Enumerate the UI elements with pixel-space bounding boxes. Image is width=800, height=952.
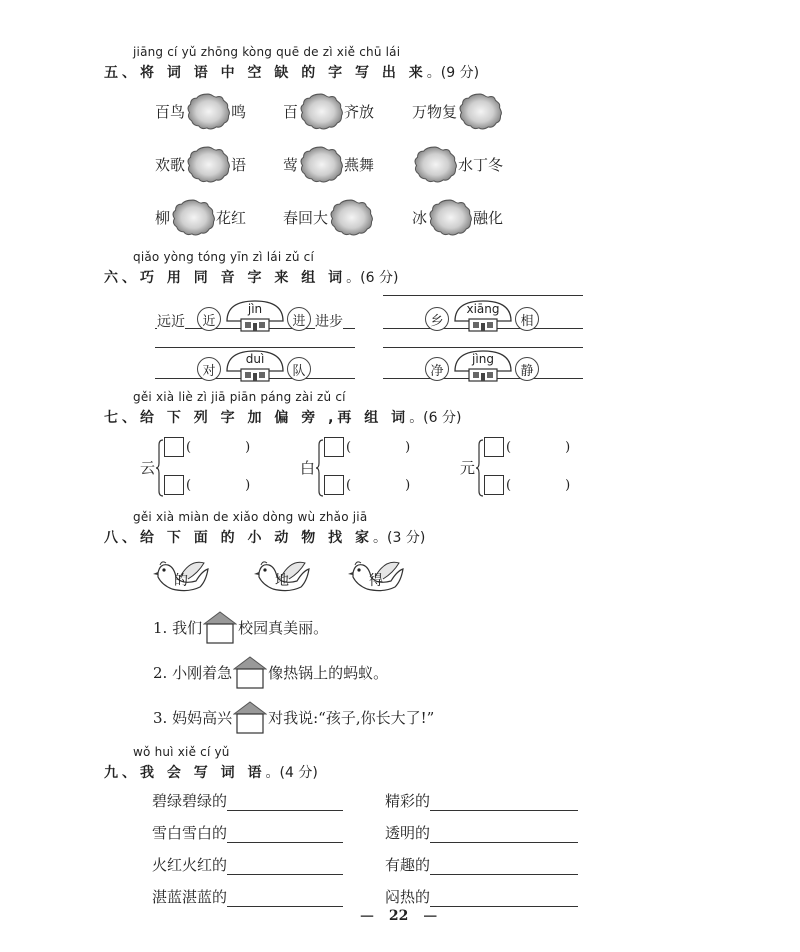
section7-char: 云 [140, 459, 156, 477]
section6-left-circle [425, 307, 449, 331]
section7-radical-box[interactable] [324, 475, 344, 495]
section9-pinyin: wǒ huì xiě cí yǔ [133, 745, 230, 759]
section6-top-rule [383, 295, 583, 296]
section5-pinyin: jiāng cí yǔ zhōng kòng quē de zì xiě chū lái [133, 45, 401, 59]
section9-left-word: 火红火红的 [152, 856, 228, 874]
flower-blank-icon[interactable] [185, 145, 231, 183]
section9-answer-line[interactable] [430, 890, 578, 907]
section5-item-before: 百鸟 [155, 102, 186, 121]
section7-group [140, 437, 270, 497]
sentence-after: 对我说:“孩子,你长大了!” [268, 709, 435, 727]
section9-score: 。(4 分) [265, 765, 318, 781]
bird-label: 地 [275, 573, 289, 589]
section7-row [324, 475, 410, 495]
flower-blank-icon[interactable] [427, 198, 473, 236]
section6-right-circle [515, 357, 539, 381]
section8-pinyin: gěi xià miàn de xiǎo dòng wù zhǎo jiā [133, 510, 368, 524]
house-blank-icon[interactable] [233, 700, 267, 734]
section6-right-char: 相 [520, 313, 534, 329]
section6-title-text: 六、巧 用 同 音 字 来 组 词 [104, 270, 347, 286]
bird-icon [253, 555, 313, 595]
section6-group [155, 295, 355, 339]
house-blank-icon[interactable] [233, 655, 267, 689]
section6-left-circle [197, 307, 221, 331]
section6-score: 。(6 分) [346, 270, 399, 286]
section7-paren-close: ) [565, 439, 571, 455]
section5-item-before: 百 [283, 102, 299, 121]
sentence-before: 3. 妈妈高兴 [153, 709, 233, 727]
section7-paren-open: ( [346, 439, 352, 455]
sentence-before: 1. 我们 [153, 619, 203, 637]
section7-char: 元 [460, 459, 476, 477]
section6-right-word: 进步 [315, 311, 343, 331]
section5-item-after: 齐放 [344, 102, 375, 121]
section5-item-after: 语 [231, 155, 247, 174]
section9-title [104, 762, 318, 782]
section5-item-after: 燕舞 [344, 155, 375, 174]
section5-item [283, 198, 374, 236]
section9-left-word: 碧绿碧绿的 [152, 792, 228, 810]
section9-answer-line[interactable] [430, 826, 578, 843]
section5-item [155, 92, 246, 130]
section8-sentence [153, 610, 328, 644]
section6-group [383, 345, 583, 389]
section8-score: 。(3 分) [373, 530, 426, 546]
section6-right-char: 进 [292, 313, 306, 329]
section7-brace-icon [156, 439, 164, 497]
section6-left-circle [197, 357, 221, 381]
section7-char: 白 [300, 459, 316, 477]
section5-item [283, 92, 374, 130]
section7-paren-close: ) [405, 477, 411, 493]
section9-answer-line[interactable] [430, 858, 578, 875]
section7-paren-open: ( [506, 439, 512, 455]
section8-title-text: 八、给 下 面 的 小 动 物 找 家 [104, 530, 373, 546]
section8-sentence [153, 655, 388, 689]
section5-item-before: 柳 [155, 208, 171, 227]
section5-item-before: 冰 [412, 208, 428, 227]
section6-left-circle [425, 357, 449, 381]
section5-item [155, 145, 246, 183]
section5-item-after: 融化 [473, 208, 504, 227]
section6-right-circle [515, 307, 539, 331]
bird-icon [152, 555, 212, 595]
section5-item [412, 92, 503, 130]
section9-answer-line[interactable] [227, 858, 343, 875]
section8-sentence [153, 700, 434, 734]
section9-left-item [152, 854, 343, 875]
bird-label: 的 [174, 573, 188, 589]
section6-pinyin-label: duì [245, 352, 265, 366]
flower-blank-icon[interactable] [328, 198, 374, 236]
bird-icon [347, 555, 407, 595]
section6-pinyin: qiǎo yòng tóng yīn zì lái zǔ cí [133, 250, 315, 264]
section9-left-item [152, 886, 343, 907]
section9-right-word: 精彩的 [385, 792, 431, 810]
section6-right-char: 静 [520, 363, 534, 379]
section6-pinyin-label: jìn [247, 302, 263, 316]
section9-answer-line[interactable] [227, 826, 343, 843]
bird-label: 得 [369, 573, 383, 589]
section9-left-word: 湛蓝湛蓝的 [152, 888, 228, 906]
section7-radical-box[interactable] [324, 437, 344, 457]
section9-left-word: 雪白雪白的 [152, 824, 228, 842]
section6-left-word: 远近 [157, 311, 185, 331]
section7-row [484, 475, 570, 495]
section7-paren-close: ) [565, 477, 571, 493]
section7-score: 。(6 分) [409, 410, 462, 426]
page-number: 22 [388, 908, 409, 924]
section9-left-item [152, 790, 343, 811]
section7-row [484, 437, 570, 457]
flower-blank-icon[interactable] [412, 145, 458, 183]
section6-left-char: 对 [202, 363, 216, 379]
section8-title [104, 527, 425, 547]
section7-paren-close: ) [245, 477, 251, 493]
section7-brace-icon [316, 439, 324, 497]
section9-answer-line[interactable] [227, 890, 343, 907]
section9-answer-line[interactable] [227, 794, 343, 811]
section7-row [324, 437, 410, 457]
section9-answer-line[interactable] [430, 794, 578, 811]
section7-paren-close: ) [405, 439, 411, 455]
section5-item [155, 198, 246, 236]
section7-row [164, 437, 250, 457]
flower-blank-icon[interactable] [185, 92, 231, 130]
section6-left-char: 乡 [430, 313, 444, 329]
section9-right-item [385, 790, 578, 811]
flower-blank-icon[interactable] [298, 145, 344, 183]
section7-group [300, 437, 430, 497]
section5-title-text: 五、将 词 语 中 空 缺 的 字 写 出 来 [104, 65, 427, 81]
section6-group [383, 295, 583, 339]
section7-pinyin: gěi xià liè zì jiā piān páng zài zǔ cí [133, 390, 346, 404]
section9-right-word: 透明的 [385, 824, 431, 842]
section7-paren-open: ( [186, 439, 192, 455]
section6-pinyin-label: xiāng [466, 302, 500, 316]
section6-right-circle [287, 307, 311, 331]
section5-item [412, 145, 503, 183]
section9-right-item [385, 854, 578, 875]
flower-blank-icon[interactable] [457, 92, 503, 130]
section5-item-after: 水丁冬 [458, 155, 504, 174]
section5-item [412, 198, 503, 236]
section5-item-after: 花红 [216, 208, 247, 227]
section5-item [283, 145, 374, 183]
sentence-after: 像热锅上的蚂蚁。 [268, 664, 389, 682]
section5-score: 。(9 分) [426, 65, 480, 81]
section6-right-circle [287, 357, 311, 381]
section6-left-char: 净 [430, 363, 444, 379]
section9-right-item [385, 886, 578, 907]
section7-group [460, 437, 590, 497]
section9-left-item [152, 822, 343, 843]
section9-title-text: 九、我 会 写 词 语 [104, 765, 266, 781]
section7-title-text: 七、给 下 列 字 加 偏 旁 ,再 组 词 [104, 410, 410, 426]
section6-group [155, 345, 355, 389]
flower-blank-icon[interactable] [170, 198, 216, 236]
section5-item-before: 春回大 [283, 208, 329, 227]
sentence-after: 校园真美丽。 [238, 619, 329, 637]
section7-brace-icon [476, 439, 484, 497]
section6-left-char: 近 [202, 313, 216, 329]
section6-pinyin-label: jìng [472, 352, 494, 366]
section5-title [104, 62, 479, 82]
section7-radical-box[interactable] [484, 437, 504, 457]
sentence-before: 2. 小刚着急 [153, 664, 233, 682]
section7-paren-open: ( [506, 477, 512, 493]
section7-radical-box[interactable] [484, 475, 504, 495]
page-footer: — 22 — [360, 908, 438, 924]
section7-paren-open: ( [346, 477, 352, 493]
section9-right-word: 有趣的 [385, 856, 431, 874]
section6-title [104, 267, 398, 287]
section9-right-word: 闷热的 [385, 888, 431, 906]
section7-paren-open: ( [186, 477, 192, 493]
section7-row [164, 475, 250, 495]
section5-item-before: 万物复 [412, 102, 458, 121]
section5-item-before: 欢歌 [155, 155, 186, 174]
section7-radical-box[interactable] [164, 475, 184, 495]
section6-right-char: 队 [292, 363, 306, 379]
section7-paren-close: ) [245, 439, 251, 455]
section5-item-before: 莺 [283, 155, 299, 174]
section5-item-after: 鸣 [231, 102, 247, 121]
section7-radical-box[interactable] [164, 437, 184, 457]
house-blank-icon[interactable] [203, 610, 237, 644]
section7-title [104, 407, 461, 427]
section9-right-item [385, 822, 578, 843]
flower-blank-icon[interactable] [298, 92, 344, 130]
